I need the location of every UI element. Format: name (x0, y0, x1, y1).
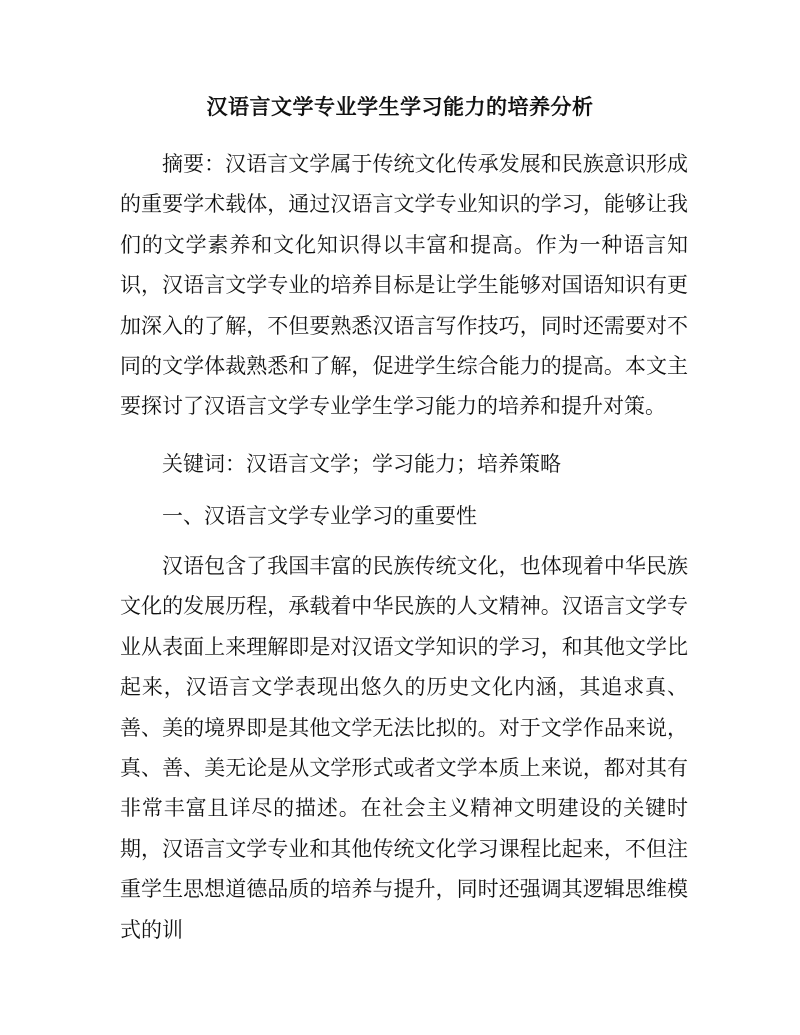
document-title: 汉语言文学专业学生学习能力的培养分析 (206, 95, 594, 119)
keywords-line: 关键词：汉语言文学；学习能力；培养策略 (162, 452, 561, 476)
section-heading: 一、汉语言文学专业学习的重要性 (162, 504, 477, 528)
body-paragraph: 汉语包含了我国丰富的民族传统文化，也体现着中华民族文化的发展历程，承载着中华民族的人文精神。汉语言文学专业从表面上来理解即是对汉语文学知识的学习，和其他文学比起来，汉语言文学表现出悠久的历史文化内涵，其追求真、善、美的境界即是其他文学无法比拟的。对于文学作品来说，真、善、美无论是从文学形式或者文学本质上来说，都对其有非常丰富且详尽的描述。在社会主义精神文明建设的关键时期，汉语言文学专业和其他传统文化学习课程比起来，不但注重学生思想道德品质的培养与提升，同时还强调其逻辑思维模式的训 (120, 554, 688, 942)
abstract-paragraph: 摘要：汉语言文学属于传统文化传承发展和民族意识形成的重要学术载体，通过汉语言文学专业知识的学习，能够让我们的文学素养和文化知识得以丰富和提高。作为一种语言知识，汉语言文学专业的培养目标是让学生能够对国语知识有更加深入的了解，不但要熟悉汉语言写作技巧，同时还需要对不同的文学体裁熟悉和了解，促进学生综合能力的提高。本文主要探讨了汉语言文学专业学生学习能力的培养和提升对策。 (120, 152, 688, 419)
